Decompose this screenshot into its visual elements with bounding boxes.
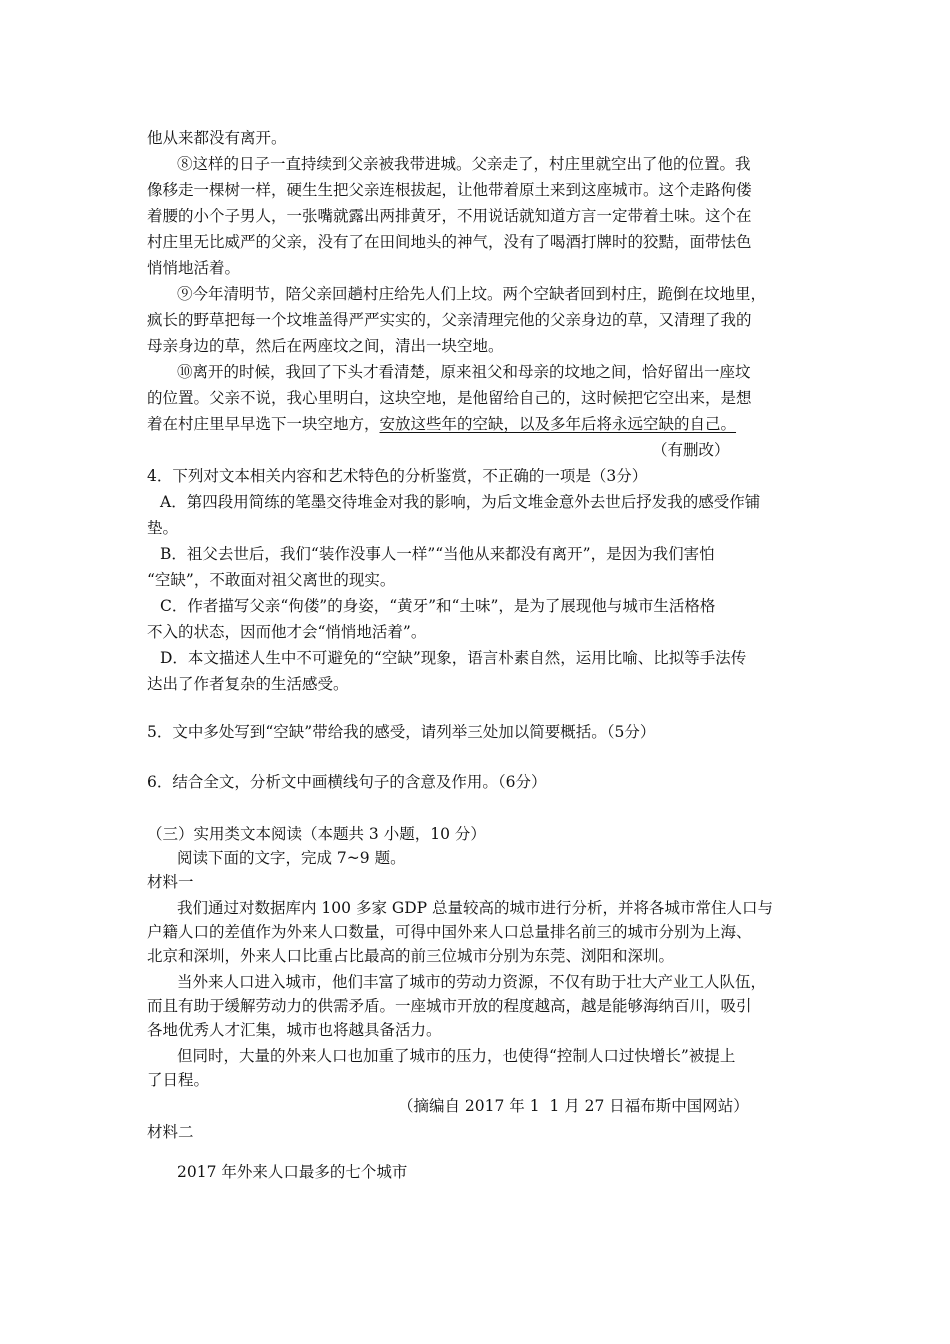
material-1-line: 各地优秀人才汇集，城市也将越具备活力。 bbox=[147, 1021, 442, 1039]
material-1-line: 而且有助于缓解劳动力的供需矛盾。一座城市开放的程度越高，越是能够海纳百川，吸引 bbox=[147, 997, 752, 1015]
option-b: B．祖父去世后，我们“装作没事人一样”“当他从来都没有离开”，是因为我们害怕 bbox=[160, 545, 715, 563]
section-3-instruction: 阅读下面的文字，完成 7~9 题。 bbox=[177, 849, 406, 867]
passage-p10-plain: 着在村庄里早早选下一块空地方， bbox=[147, 415, 380, 433]
passage-p9-line: ⑨今年清明节，陪父亲回趟村庄给先人们上坟。两个空缺者回到村庄，跪倒在坟地里， bbox=[177, 285, 767, 303]
passage-p10-line: 的位置。父亲不说，我心里明白，这块空地，是他留给自己的，这时候把它空出来，是想 bbox=[147, 389, 752, 407]
option-d: D．本文描述人生中不可避免的“空缺”现象，语言朴素自然，运用比喻、比拟等手法传 bbox=[160, 649, 747, 667]
section-3-heading: （三）实用类文本阅读（本题共 3 小题，10 分） bbox=[147, 825, 486, 843]
passage-p7-tail: 他从来都没有离开。 bbox=[147, 129, 287, 147]
passage-p9-line: 疯长的野草把每一个坟堆盖得严严实实的，父亲清理完他的父亲身边的草，又清理了我的 bbox=[147, 311, 752, 329]
underlined-sentence: 安放这些年的空缺，以及多年后将永远空缺的自己。 bbox=[379, 415, 737, 433]
chart-caption: 2017 年外来人口最多的七个城市 bbox=[177, 1163, 408, 1181]
option-d-cont: 达出了作者复杂的生活感受。 bbox=[147, 675, 349, 693]
question-4-stem: 4．下列对文本相关内容和艺术特色的分析鉴赏，不正确的一项是（3分） bbox=[147, 467, 648, 485]
passage-p10-last-line bbox=[147, 412, 736, 436]
material-1-line: 户籍人口的差值作为外来人口数量，可得中国外来人口总量排名前三的城市分别为上海、 bbox=[147, 923, 752, 941]
passage-p8-line: 像移走一棵树一样，硬生生把父亲连根拔起，让他带着原土来到这座城市。这个走路佝偻 bbox=[147, 181, 752, 199]
option-b-cont: “空缺”，不敢面对祖父离世的现实。 bbox=[147, 571, 396, 589]
question-5: 5．文中多处写到“空缺”带给我的感受，请列举三处加以简要概括。（5分） bbox=[147, 723, 656, 741]
option-c: C．作者描写父亲“佝偻”的身姿，“黄牙”和“土味”，是为了展现他与城市生活格格 bbox=[160, 597, 716, 615]
material-1-label: 材料一 bbox=[147, 873, 194, 891]
edit-note: （有删改） bbox=[652, 441, 730, 459]
material-1-line: 我们通过对数据库内 100 多家 GDP 总量较高的城市进行分析，并将各城市常住人口与 bbox=[177, 899, 774, 917]
material-2-label: 材料二 bbox=[147, 1123, 194, 1141]
material-1-line: 但同时，大量的外来人口也加重了城市的压力，也使得“控制人口过快增长”被提上 bbox=[177, 1047, 736, 1065]
material-1-line: 了日程。 bbox=[147, 1071, 210, 1089]
passage-p10-line: ⑩离开的时候，我回了下头才看清楚，原来祖父和母亲的坟地之间，恰好留出一座坟 bbox=[177, 363, 751, 381]
option-a-cont: 垫。 bbox=[147, 519, 179, 537]
material-1-line: 当外来人口进入城市，他们丰富了城市的劳动力资源，不仅有助于壮大产业工人队伍， bbox=[177, 973, 767, 991]
passage-p8-line: 着腰的小个子男人，一张嘴就露出两排黄牙，不用说话就知道方言一定带着土味。这个在 bbox=[147, 207, 752, 225]
question-6: 6．结合全文，分析文中画横线句子的含意及作用。（6分） bbox=[147, 773, 547, 791]
passage-p8-line: 悄悄地活着。 bbox=[147, 259, 241, 277]
option-c-cont: 不入的状态，因而他才会“悄悄地活着”。 bbox=[147, 623, 427, 641]
passage-p8-line: ⑧这样的日子一直持续到父亲被我带进城。父亲走了，村庄里就空出了他的位置。我 bbox=[177, 155, 751, 173]
passage-p8-line: 村庄里无比威严的父亲，没有了在田间地头的神气，没有了喝酒打牌时的狡黠，面带怯色 bbox=[147, 233, 752, 251]
material-1-line: 北京和深圳，外来人口比重占比最高的前三位城市分别为东莞、浏阳和深圳。 bbox=[147, 947, 675, 965]
material-1-source: （摘编自 2017 年 1 1 月 27 日福布斯中国网站） bbox=[398, 1097, 749, 1115]
passage-p9-line: 母亲身边的草，然后在两座坟之间，清出一块空地。 bbox=[147, 337, 504, 355]
option-a: A．第四段用简练的笔墨交待堆金对我的影响，为后文堆金意外去世后抒发我的感受作铺 bbox=[160, 493, 761, 511]
